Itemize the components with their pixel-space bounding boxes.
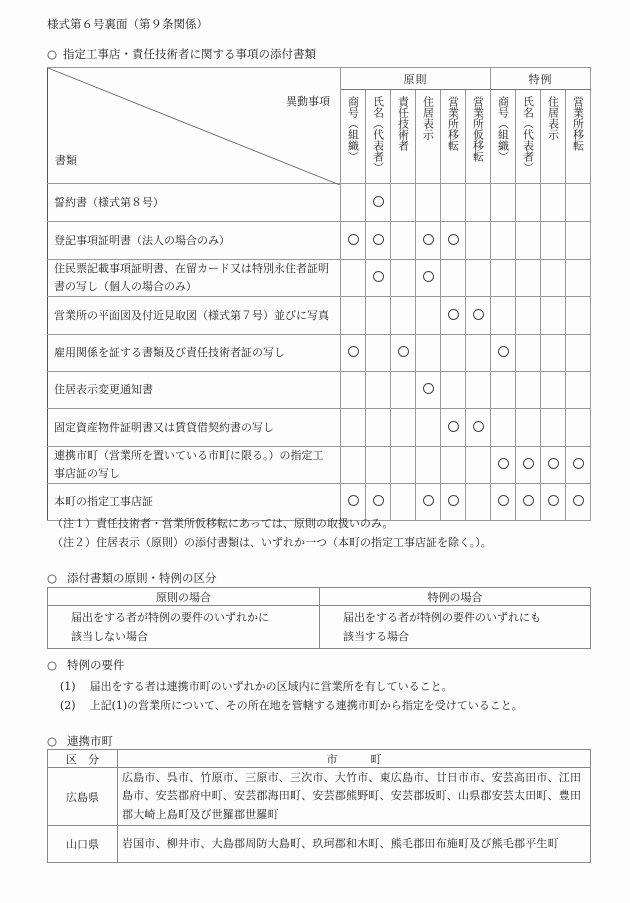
municipalities-list: 岩国市、柳井市、大島郡周防大島町、玖珂郡和木町、熊毛郡田布施町及び熊毛郡平生町 <box>118 826 591 863</box>
municipalities-header-row <box>48 750 591 768</box>
requirement-text: 届出をする者は連携市町のいずれかの区域内に営業所を有していること。 <box>89 680 453 693</box>
mark-cell <box>341 409 366 447</box>
mark-cell <box>341 297 366 335</box>
circle-mark-icon <box>448 309 459 320</box>
circle-mark-icon <box>473 421 484 432</box>
table-row <box>48 184 591 222</box>
document-name: 営業所の平面図及付近見取図（様式第７号）並びに写真 <box>48 297 341 335</box>
document-name: 住民票記載事項証明書、在留カード又は特別永住者証明書の写し（個人の場合のみ） <box>48 260 341 297</box>
column-header-text: 営業所移転 <box>446 96 460 151</box>
mark-cell <box>366 335 391 372</box>
mark-cell <box>516 447 541 484</box>
mark-cell <box>466 222 491 260</box>
mark-cell <box>341 335 366 372</box>
group-header-exception: 特例 <box>491 68 591 90</box>
circle-mark-icon <box>498 495 509 506</box>
mark-cell <box>516 484 541 521</box>
mark-cell <box>491 222 516 260</box>
prefecture-name: 山口県 <box>48 826 118 863</box>
mark-cell <box>516 297 541 335</box>
municipalities-row-yamaguchi <box>48 826 591 863</box>
mark-cell <box>391 297 416 335</box>
mark-cell <box>441 409 466 447</box>
mark-cell <box>566 335 591 372</box>
mark-cell <box>341 222 366 260</box>
circle-mark-icon <box>423 495 434 506</box>
corner-label-documents: 書類 <box>55 154 77 167</box>
circle-mark-icon <box>373 196 384 207</box>
circle-mark-icon <box>548 458 559 469</box>
table-row <box>48 372 591 409</box>
exception-case-text: 届出をする者が特例の要件のいずれにも 該当する場合 <box>320 606 591 649</box>
prefecture-name: 広島県 <box>48 768 118 826</box>
mark-cell <box>341 260 366 297</box>
mark-cell <box>466 184 491 222</box>
mark-cell <box>441 484 466 521</box>
mark-cell <box>416 335 441 372</box>
mark-cell <box>541 297 566 335</box>
mark-cell <box>466 297 491 335</box>
column-header-text: 氏名（代表者） <box>371 96 385 173</box>
mark-cell <box>566 409 591 447</box>
mark-cell <box>341 372 366 409</box>
section2-heading <box>47 570 217 586</box>
document-name: 誓約書（様式第８号） <box>48 184 341 222</box>
column-header <box>466 90 491 184</box>
circle-mark-icon <box>423 383 434 394</box>
mark-cell <box>366 447 391 484</box>
mark-cell <box>366 409 391 447</box>
mark-cell <box>441 184 466 222</box>
mark-cell <box>416 372 441 409</box>
mark-cell <box>366 297 391 335</box>
column-header-text: 責任技術者 <box>396 96 410 151</box>
section4-heading-text: 連携市町 <box>67 734 113 748</box>
header-row-groups <box>48 68 591 90</box>
mark-cell <box>491 447 516 484</box>
mark-cell <box>516 372 541 409</box>
circle-mark-icon <box>573 458 584 469</box>
mark-cell <box>366 222 391 260</box>
mark-cell <box>541 184 566 222</box>
mark-cell <box>541 447 566 484</box>
header-category: 区 分 <box>48 750 118 768</box>
column-header <box>566 90 591 184</box>
circle-mark-icon <box>423 234 434 245</box>
circle-mark-icon <box>423 271 434 282</box>
mark-cell <box>416 260 441 297</box>
mark-cell <box>416 484 441 521</box>
note-1: （注１）責任技術者・営業所仮移転にあっては、原則の取扱いのみ。 <box>52 517 394 530</box>
header-principle-case: 原則の場合 <box>48 588 320 606</box>
mark-cell <box>491 335 516 372</box>
mark-cell <box>491 409 516 447</box>
mark-cell <box>466 372 491 409</box>
bullet-circle-icon: ○ <box>47 658 58 672</box>
header-exception-case: 特例の場合 <box>320 588 591 606</box>
section1-heading-text: 指定工事店・責任技術者に関する事項の添付書類 <box>63 47 316 61</box>
column-header <box>366 90 391 184</box>
section3-heading-text: 特例の要件 <box>67 658 125 672</box>
column-header-text: 営業所移転 <box>571 96 585 151</box>
circle-mark-icon <box>448 421 459 432</box>
attachment-documents-table <box>47 67 591 521</box>
table-row <box>48 447 591 484</box>
table-row <box>48 222 591 260</box>
column-header-text: 営業所仮移転 <box>471 96 485 162</box>
circle-mark-icon <box>373 234 384 245</box>
mark-cell <box>391 184 416 222</box>
circle-mark-icon <box>498 458 509 469</box>
circle-mark-icon <box>473 309 484 320</box>
mark-cell <box>566 484 591 521</box>
mark-cell <box>466 447 491 484</box>
section1-heading <box>47 46 316 62</box>
circle-mark-icon <box>448 495 459 506</box>
mark-cell <box>366 260 391 297</box>
mark-cell <box>441 260 466 297</box>
note-2: （注２）住居表示（原則）の添付書類は、いずれか一つ（本町の指定工事店証を除く。）。 <box>52 536 492 549</box>
column-header-text: 商号（組織） <box>496 96 510 162</box>
column-header-text: 住居表示 <box>546 96 560 140</box>
mark-cell <box>341 447 366 484</box>
document-name: 雇用関係を証する書類及び責任技術者証の写し <box>48 335 341 372</box>
mark-cell <box>391 335 416 372</box>
mark-cell <box>491 184 516 222</box>
mark-cell <box>391 447 416 484</box>
mark-cell <box>516 184 541 222</box>
mark-cell <box>466 484 491 521</box>
form-title: 様式第６号裏面（第９条関係） <box>47 17 208 31</box>
section2-heading-text: 添付書類の原則・特例の区分 <box>67 571 217 585</box>
column-header <box>441 90 466 184</box>
mark-cell <box>541 409 566 447</box>
table-row <box>48 260 591 297</box>
mark-cell <box>416 297 441 335</box>
document-name: 固定資産物件証明書又は賃貸借契約書の写し <box>48 409 341 447</box>
mark-cell <box>541 260 566 297</box>
requirement-text: 上記(1)の営業所について、その所在地を管轄する連携市町から指定を受けていること。 <box>89 699 523 712</box>
mark-cell <box>566 260 591 297</box>
requirement-item-1 <box>60 678 453 694</box>
column-header <box>341 90 366 184</box>
bullet-circle-icon: ○ <box>47 571 58 585</box>
mark-cell <box>416 184 441 222</box>
municipalities-list: 広島市、呉市、竹原市、三原市、三次市、大竹市、東広島市、廿日市市、安芸高田市、江田島市、安芸郡府中町、安芸郡海田町、安芸郡熊野町、安芸郡坂町、山県郡安芸太田町、豊田郡大崎上島町及び世羅郡世羅町 <box>118 768 591 826</box>
mark-cell <box>541 335 566 372</box>
mark-cell <box>516 222 541 260</box>
column-header-text: 氏名（代表者） <box>521 96 535 173</box>
mark-cell <box>466 409 491 447</box>
column-header-text: 商号（組織） <box>346 96 360 162</box>
requirement-number: (1) <box>60 680 76 693</box>
classification-table <box>47 587 591 649</box>
table-row <box>48 335 591 372</box>
circle-mark-icon <box>348 234 359 245</box>
column-header-text: 住居表示 <box>421 96 435 140</box>
column-header <box>541 90 566 184</box>
mark-cell <box>491 260 516 297</box>
mark-cell <box>541 372 566 409</box>
column-header <box>516 90 541 184</box>
mark-cell <box>491 297 516 335</box>
mark-cell <box>566 222 591 260</box>
classification-header-row <box>48 588 591 606</box>
column-header <box>491 90 516 184</box>
mark-cell <box>366 372 391 409</box>
circle-mark-icon <box>548 495 559 506</box>
circle-mark-icon <box>398 346 409 357</box>
mark-cell <box>366 184 391 222</box>
principle-case-text: 届出をする者が特例の要件のいずれかに 該当しない場合 <box>48 606 320 649</box>
mark-cell <box>566 447 591 484</box>
mark-cell <box>516 409 541 447</box>
mark-cell <box>391 409 416 447</box>
circle-mark-icon <box>448 234 459 245</box>
mark-cell <box>541 484 566 521</box>
section3-heading <box>47 657 125 673</box>
circle-mark-icon <box>373 495 384 506</box>
classification-body-row <box>48 606 591 649</box>
requirement-item-2 <box>60 697 523 713</box>
mark-cell <box>441 297 466 335</box>
bullet-circle-icon: ○ <box>47 47 58 61</box>
column-header <box>391 90 416 184</box>
mark-cell <box>566 372 591 409</box>
column-header <box>416 90 441 184</box>
corner-cell <box>48 68 341 184</box>
circle-mark-icon <box>573 495 584 506</box>
circle-mark-icon <box>348 346 359 357</box>
document-name: 連携市町（営業所を置いている市町に限る。）の指定工事店証の写し <box>48 447 341 484</box>
circle-mark-icon <box>348 495 359 506</box>
circle-mark-icon <box>523 458 534 469</box>
requirement-number: (2) <box>60 699 76 712</box>
bullet-circle-icon: ○ <box>47 734 58 748</box>
group-header-principle: 原則 <box>341 68 491 90</box>
mark-cell <box>466 260 491 297</box>
circle-mark-icon <box>523 495 534 506</box>
mark-cell <box>391 260 416 297</box>
mark-cell <box>441 222 466 260</box>
mark-cell <box>541 222 566 260</box>
mark-cell <box>391 372 416 409</box>
mark-cell <box>416 409 441 447</box>
table-row <box>48 297 591 335</box>
mark-cell <box>341 184 366 222</box>
diagonal-line <box>48 68 340 185</box>
mark-cell <box>391 222 416 260</box>
mark-cell <box>491 484 516 521</box>
mark-cell <box>441 335 466 372</box>
header-municipalities: 市 町 <box>118 750 591 768</box>
partner-municipalities-table <box>47 749 591 863</box>
mark-cell <box>416 447 441 484</box>
mark-cell <box>441 447 466 484</box>
mark-cell <box>516 335 541 372</box>
mark-cell <box>441 372 466 409</box>
document-name: 登記事項証明書（法人の場合のみ） <box>48 222 341 260</box>
mark-cell <box>466 335 491 372</box>
mark-cell <box>566 184 591 222</box>
circle-mark-icon <box>373 271 384 282</box>
document-name: 住居表示変更通知書 <box>48 372 341 409</box>
mark-cell <box>391 484 416 521</box>
mark-cell <box>516 260 541 297</box>
mark-cell <box>566 297 591 335</box>
table-row <box>48 409 591 447</box>
mark-cell <box>491 372 516 409</box>
document-name: 本町の指定工事店証 <box>48 484 341 521</box>
mark-cell <box>416 222 441 260</box>
municipalities-row-hiroshima <box>48 768 591 826</box>
section4-heading <box>47 733 113 749</box>
circle-mark-icon <box>498 346 509 357</box>
corner-label-changes: 異動事項 <box>286 95 330 108</box>
